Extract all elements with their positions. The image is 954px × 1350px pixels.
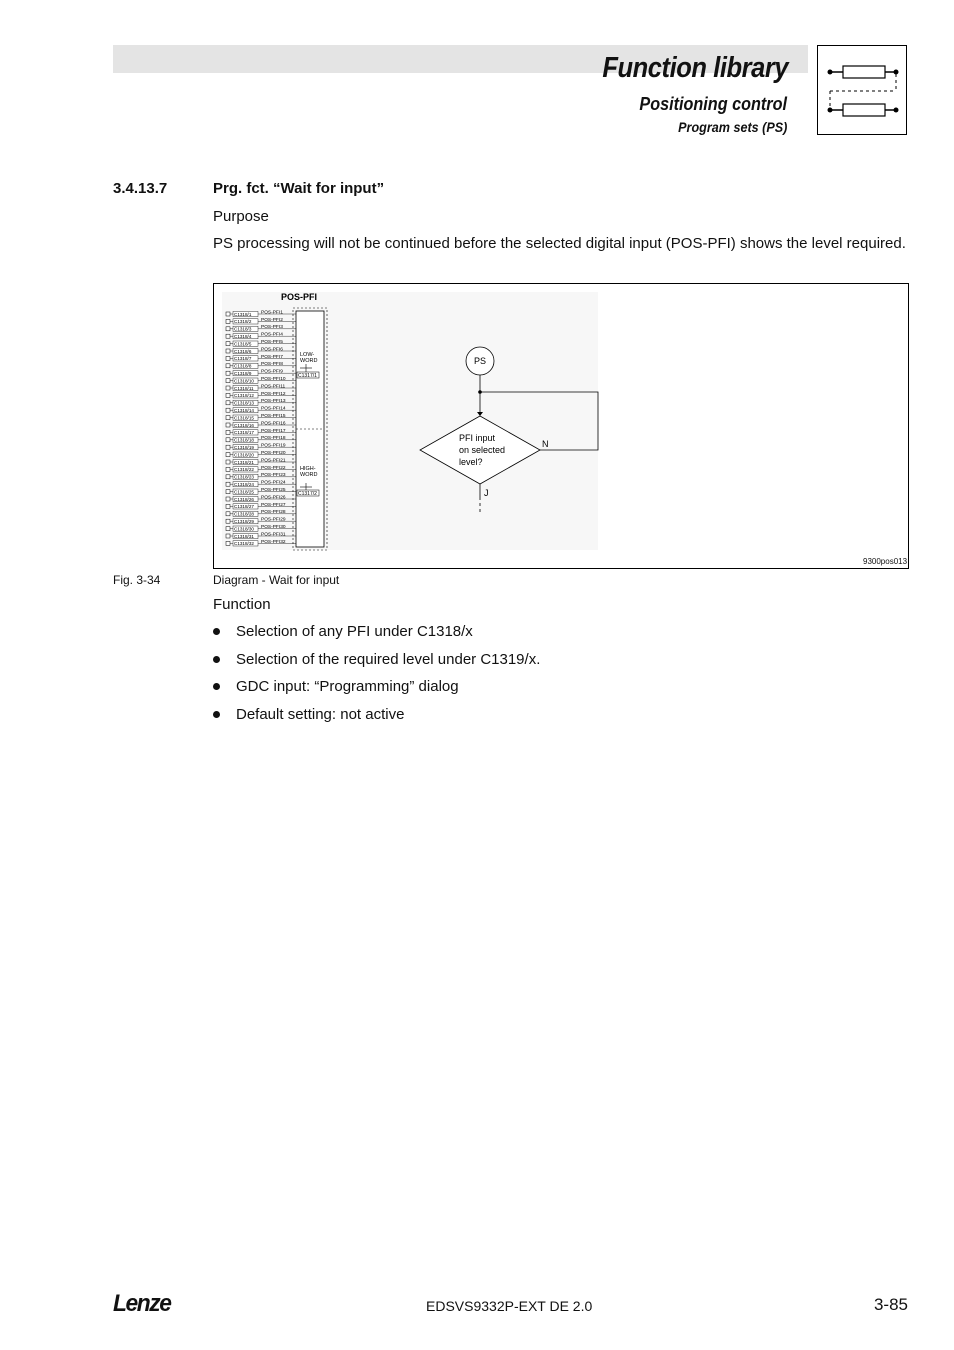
pfi-code-label: C1318/30 [234,526,254,532]
pfi-code-label: C1318/12 [234,393,254,399]
pfi-code-label: C1318/29 [234,519,254,524]
yes-label: J [484,488,489,498]
pfi-input-terminal [226,319,230,323]
pos-pfi-block-title: POS-PFI [281,292,318,302]
list-item: GDC input: “Programming” dialog [213,677,540,705]
page-subtitle: Positioning control [639,94,787,114]
pfi-output-label: POS-PFI4 [261,332,283,338]
pfi-input-terminal [226,534,230,538]
bullet-icon [213,683,220,690]
pfi-input-terminal [226,416,230,420]
pfi-input-terminal [226,445,230,449]
pfi-output-label: POS-PFI24 [261,480,286,486]
decision-text-1: PFI input [459,433,496,443]
pfi-code-label: C1318/15 [234,415,254,421]
pfi-code-label: C1318/17 [234,430,254,436]
high-word-label-2: WORD [300,472,318,478]
pfi-output-label: POS-PFI10 [261,377,286,382]
figure-frame [213,283,909,569]
pfi-input-terminal [226,430,230,434]
pfi-input-terminal [226,504,230,508]
pfi-input-terminal [226,527,230,531]
pfi-code-label: C1318/19 [234,445,254,450]
pfi-output-label: POS-PFI12 [261,391,286,397]
pfi-code-label: C1318/5 [234,341,252,347]
bullet-icon [213,711,220,718]
pfi-input-terminal [226,356,230,360]
pfi-input-terminal [226,349,230,353]
decision-text-3: level? [459,457,483,467]
pfi-output-label: POS-PFI31 [261,532,286,538]
purpose-text: PS processing will not be continued before the selected digital input (POS-PFI) shows the level required. [213,235,906,252]
function-list [213,622,540,732]
pfi-code-label: C1318/31 [234,533,254,539]
pfi-output-label: POS-PFI3 [261,325,283,331]
pfi-input-terminal [226,371,230,375]
pfi-input-terminal [226,512,230,516]
pfi-code-label: C1318/14 [234,408,254,413]
pfi-input-terminal [226,453,230,457]
pfi-code-label: C1318/18 [234,437,254,443]
section-number: 3.4.13.7 [113,180,168,197]
pfi-output-label: POS-PFI9 [261,369,283,375]
pfi-input-terminal [226,364,230,368]
pfi-code-label: C1318/22 [234,467,254,473]
pfi-code-label: C1318/13 [234,400,254,406]
page-title: Function library [602,52,788,84]
pfi-code-label: C1318/1 [234,311,252,317]
pfi-output-label: POS-PFI26 [261,495,286,501]
pfi-output-label: POS-PFI18 [261,436,286,442]
no-label: N [542,439,549,449]
bullet-icon [213,656,220,663]
pfi-output-label: POS-PFI1 [261,310,283,316]
function-label: Function [213,596,271,613]
pfi-output-label: POS-PFI25 [261,488,286,493]
pfi-output-label: POS-PFI14 [261,406,286,412]
lenze-logo: Lenze [113,1290,171,1317]
pfi-output-label: POS-PFI17 [261,428,286,434]
pfi-input-terminal [226,475,230,479]
pfi-output-label: POS-PFI15 [261,414,286,419]
wait-for-input-diagram [214,284,908,568]
pfi-input-terminal [226,438,230,442]
pfi-input-terminal [226,334,230,338]
pfi-input-terminal [226,327,230,331]
pfi-input-terminal [226,482,230,486]
pfi-code-label: C1318/11 [234,385,254,391]
low-word-label-2: WORD [300,358,318,364]
document-id: EDSVS9332P-EXT DE 2.0 [426,1298,593,1314]
pfi-code-label: C1318/7 [234,356,252,362]
pfi-input-terminal [226,408,230,412]
pfi-output-label: POS-PFI23 [261,473,286,479]
pfi-code-label: C1318/4 [234,334,252,339]
pfi-code-label: C1318/20 [234,452,254,458]
pfi-input-terminal [226,401,230,405]
high-word-label-1: HIGH- [300,466,316,472]
pfi-input-terminal [226,467,230,471]
purpose-label: Purpose [213,208,269,225]
pfi-code-label: C1318/6 [234,348,252,354]
page-number: 3-85 [873,1295,908,1314]
pfi-input-terminal [226,379,230,383]
pfi-input-terminal [226,342,230,346]
pfi-code-label: C1318/3 [234,326,252,332]
pfi-input-terminal [226,490,230,494]
pfi-code-label: C1318/26 [234,496,254,502]
pfi-input-terminal [226,519,230,523]
pfi-input-terminal [226,541,230,545]
pfi-output-label: POS-PFI27 [261,502,286,508]
decision-text-2: on selected [459,445,506,455]
pfi-input-terminal [226,497,230,501]
pfi-input-terminal [226,393,230,397]
pfi-code-label: C1318/9 [234,371,252,376]
pfi-output-label: POS-PFI22 [261,465,286,471]
pfi-output-label: POS-PFI30 [261,525,286,530]
pfi-output-label: POS-PFI32 [261,539,286,545]
list-item: Selection of the required level under C1319/x. [213,650,540,678]
ps-label: PS [474,356,487,366]
pfi-code-label: C1318/24 [234,482,254,487]
pfi-code-label: C1318/23 [234,474,254,480]
pfi-code-label: C1318/16 [234,422,254,428]
pfi-code-label: C1318/8 [234,363,252,369]
pfi-output-label: POS-PFI21 [261,458,286,464]
page-subsubtitle: Program sets (PS) [677,119,787,135]
pfi-input-terminal [226,386,230,390]
low-word-label-1: LOW- [300,352,315,358]
pfi-output-label: POS-PFI11 [261,384,286,390]
figure-code: 9300pos013 [863,557,908,566]
high-word-code: C1317/2 [298,491,317,497]
low-word-code: C1317/1 [298,373,317,379]
list-item: Selection of any PFI under C1318/x [213,622,540,650]
pfi-code-label: C1318/21 [234,459,254,465]
pfi-code-label: C1318/27 [234,504,254,510]
function-library-icon [817,45,907,135]
pfi-code-label: C1318/25 [234,489,254,495]
pfi-output-label: POS-PFI19 [261,443,286,449]
pfi-output-label: POS-PFI29 [261,517,286,523]
pfi-output-label: POS-PFI7 [261,354,283,360]
section-title: Prg. fct. “Wait for input” [213,180,385,197]
pfi-code-label: C1318/28 [234,511,254,517]
pfi-input-terminal [226,423,230,427]
pfi-output-label: POS-PFI28 [261,510,286,516]
pfi-output-label: POS-PFI6 [261,347,283,353]
pfi-output-label: POS-PFI5 [261,340,283,345]
pfi-output-label: POS-PFI2 [261,317,283,323]
pfi-code-label: C1318/32 [234,541,254,547]
pfi-output-label: POS-PFI8 [261,362,283,368]
bullet-icon [213,628,220,635]
pfi-output-label: POS-PFI13 [261,399,286,405]
figure-number: Fig. 3-34 [113,573,161,587]
pfi-input-terminal [226,312,230,316]
pfi-code-label: C1318/10 [234,378,254,384]
pfi-code-label: C1318/2 [234,319,252,325]
pfi-output-label: POS-PFI16 [261,421,286,427]
pfi-output-label: POS-PFI20 [261,451,286,456]
list-item: Default setting: not active [213,705,540,733]
figure-caption: Diagram - Wait for input [213,573,340,587]
pfi-input-terminal [226,460,230,464]
